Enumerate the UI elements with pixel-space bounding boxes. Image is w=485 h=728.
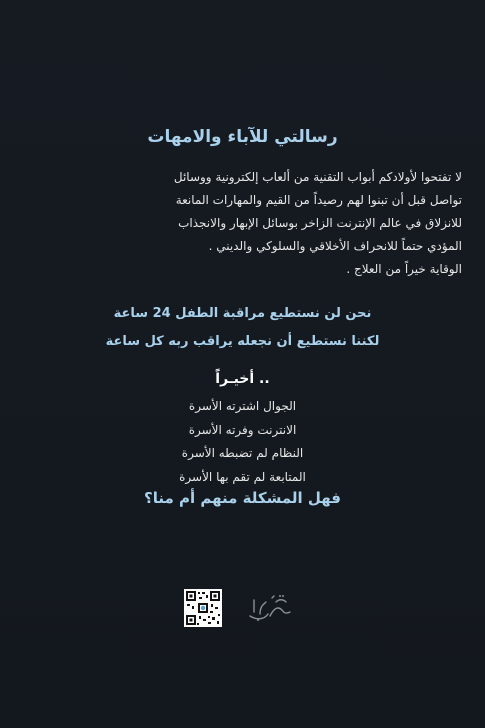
finally-heading: أخيـراً .. bbox=[215, 371, 270, 387]
closing-question: فهل المشكلة منهم أم منا؟ bbox=[144, 489, 341, 507]
point-item: الجوال اشترته الأسرة bbox=[188, 399, 297, 413]
page-title: رسالتي للآباء والامهات bbox=[147, 127, 338, 147]
intro-line: تواصل قبل أن تبنوا لهم رصيداً من القيم والمهارات المانعة bbox=[175, 193, 462, 207]
intro-paragraph bbox=[24, 166, 462, 281]
point-item: الانترنت وفرته الأسرة bbox=[188, 422, 297, 437]
quote-line: نحن لن نستطيع مراقبة الطفل 24 ساعة bbox=[113, 306, 372, 321]
intro-line: الوقاية خيراً من العلاج . bbox=[346, 262, 462, 276]
intro-line: المؤدي حتماً للانحراف الأخلاقي والسلوكي والديني . bbox=[208, 239, 462, 253]
intro-line: لا تفتحوا لأولادكم أبواب التقنية من ألعاب إلكترونية ووسائل bbox=[173, 170, 462, 184]
quote-line: لكننا نستطيع أن نجعله يراقب ربه كل ساعة bbox=[105, 334, 380, 349]
qr-code-icon[interactable] bbox=[184, 589, 222, 627]
point-item: المتابعة لم تقم بها الأسرة bbox=[179, 469, 306, 484]
highlight-quote bbox=[0, 300, 485, 356]
points-list bbox=[0, 395, 485, 489]
publisher-logo-icon bbox=[246, 590, 294, 624]
point-item: النظام لم تضبطه الأسرة bbox=[181, 446, 304, 460]
intro-line: للانزلاق في عالم الإنترنت الزاخر بوسائل الإبهار والانجذاب bbox=[178, 216, 462, 230]
